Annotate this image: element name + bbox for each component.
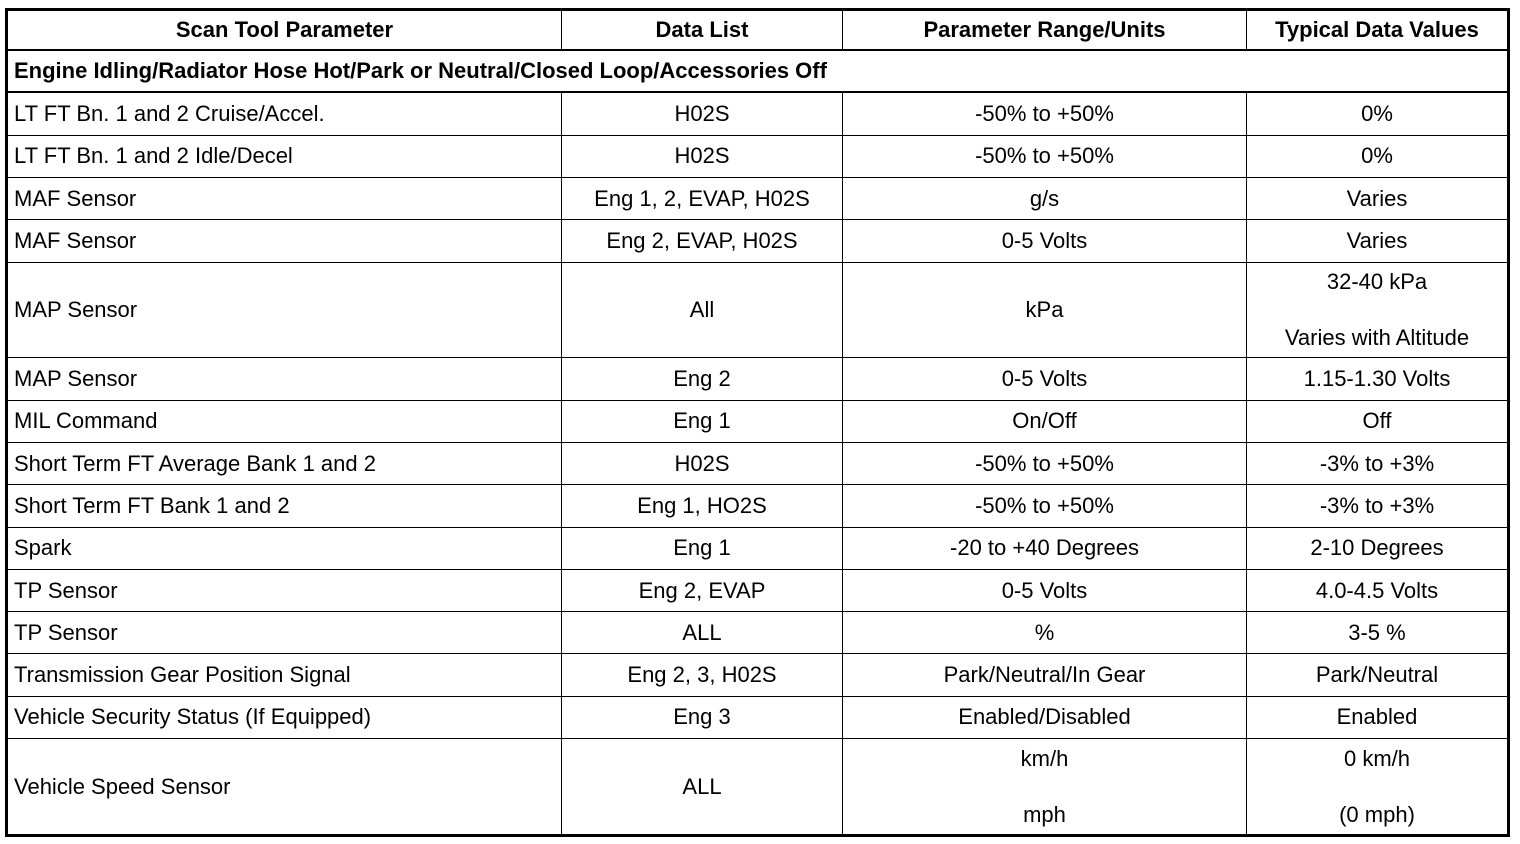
data-list-cell: Eng 1 — [562, 527, 843, 569]
typical-value-cell — [1247, 220, 1509, 262]
typical-value-cell-line: Enabled — [1336, 704, 1418, 730]
range-units-cell-line: kPa — [1025, 296, 1064, 322]
header-typical-data-values: Typical Data Values — [1247, 10, 1509, 51]
data-list-cell: H02S — [562, 442, 843, 484]
typical-value-cell — [1247, 527, 1509, 569]
parameter-name-cell: MAP Sensor — [7, 358, 562, 400]
typical-value-cell-line: 4.0-4.5 Volts — [1315, 577, 1439, 603]
range-units-cell-line: Park/Neutral/In Gear — [943, 662, 1146, 688]
parameter-name-cell: Vehicle Security Status (If Equipped) — [7, 696, 562, 738]
typical-value-cell — [1247, 262, 1509, 358]
header-scan-tool-parameter: Scan Tool Parameter — [7, 10, 562, 51]
range-units-cell-line: Enabled/Disabled — [958, 704, 1131, 730]
table-row — [7, 527, 1509, 569]
section-title: Engine Idling/Radiator Hose Hot/Park or Neutral/Closed Loop/Accessories Off — [7, 50, 1509, 92]
parameter-name-cell: Transmission Gear Position Signal — [7, 654, 562, 696]
table-row — [7, 612, 1509, 654]
scan-tool-data-table — [5, 8, 1510, 837]
table-row — [7, 442, 1509, 484]
data-list-cell: Eng 2, EVAP, H02S — [562, 220, 843, 262]
typical-value-cell-line: 1.15-1.30 Volts — [1303, 365, 1451, 391]
range-units-cell — [843, 177, 1247, 219]
range-units-cell — [843, 92, 1247, 135]
header-data-list: Data List — [562, 10, 843, 51]
parameter-name-cell: Vehicle Speed Sensor — [7, 739, 562, 836]
typical-value-cell-line: 3-5 % — [1348, 619, 1406, 645]
range-units-cell — [843, 400, 1247, 442]
range-units-cell-line: -50% to +50% — [975, 492, 1114, 518]
table-row — [7, 92, 1509, 135]
typical-value-cell-line: 2-10 Degrees — [1310, 535, 1444, 561]
table-row — [7, 358, 1509, 400]
data-list-cell: ALL — [562, 612, 843, 654]
typical-value-cell-line: -3% to +3% — [1319, 492, 1435, 518]
range-units-cell-line: -50% to +50% — [975, 143, 1114, 169]
range-units-cell-line: On/Off — [1012, 408, 1077, 434]
typical-value-cell — [1247, 569, 1509, 611]
typical-value-cell — [1247, 739, 1509, 836]
range-units-cell — [843, 442, 1247, 484]
parameter-name-cell: TP Sensor — [7, 569, 562, 611]
data-list-cell: Eng 2, 3, H02S — [562, 654, 843, 696]
data-list-cell: Eng 3 — [562, 696, 843, 738]
data-list-cell: All — [562, 262, 843, 358]
parameter-name-cell: LT FT Bn. 1 and 2 Cruise/Accel. — [7, 92, 562, 135]
typical-value-cell — [1247, 135, 1509, 177]
data-list-cell: Eng 2, EVAP — [562, 569, 843, 611]
range-units-cell-line: -50% to +50% — [975, 450, 1114, 476]
typical-value-cell-line: Varies with Altitude — [1284, 324, 1470, 350]
parameter-name-cell: Short Term FT Bank 1 and 2 — [7, 485, 562, 527]
data-list-cell: H02S — [562, 135, 843, 177]
typical-value-cell-line: (0 mph) — [1339, 801, 1415, 827]
typical-value-cell — [1247, 177, 1509, 219]
range-units-cell-line: % — [1034, 619, 1055, 645]
table-row — [7, 739, 1509, 836]
range-units-cell-line: km/h — [1020, 745, 1069, 771]
range-units-cell — [843, 135, 1247, 177]
table-row — [7, 135, 1509, 177]
range-units-cell-line: 0-5 Volts — [1001, 365, 1088, 391]
data-list-cell: Eng 2 — [562, 358, 843, 400]
parameter-name-cell: MAP Sensor — [7, 262, 562, 358]
typical-value-cell-line: 0% — [1361, 143, 1393, 169]
data-list-cell: Eng 1, 2, EVAP, H02S — [562, 177, 843, 219]
parameter-name-cell: Spark — [7, 527, 562, 569]
parameter-name-cell: MIL Command — [7, 400, 562, 442]
typical-value-cell — [1247, 654, 1509, 696]
table-row — [7, 262, 1509, 358]
parameter-name-cell: MAF Sensor — [7, 220, 562, 262]
range-units-cell-line: -50% to +50% — [975, 100, 1114, 126]
typical-value-cell-line: 0 km/h — [1343, 745, 1411, 771]
range-units-cell — [843, 739, 1247, 836]
parameter-name-cell: Short Term FT Average Bank 1 and 2 — [7, 442, 562, 484]
typical-value-cell-line: -3% to +3% — [1319, 450, 1435, 476]
table-row — [7, 569, 1509, 611]
typical-value-cell-line: Off — [1362, 408, 1392, 434]
typical-value-cell — [1247, 442, 1509, 484]
range-units-cell — [843, 485, 1247, 527]
table-row — [7, 696, 1509, 738]
range-units-cell — [843, 612, 1247, 654]
typical-value-cell-line: Park/Neutral — [1315, 662, 1439, 688]
range-units-cell-line: -20 to +40 Degrees — [950, 535, 1139, 561]
parameter-name-cell: TP Sensor — [7, 612, 562, 654]
table-header-row — [7, 10, 1509, 51]
typical-value-cell-line: Varies — [1346, 227, 1408, 253]
data-list-cell: ALL — [562, 739, 843, 836]
table-row — [7, 177, 1509, 219]
parameter-name-cell: LT FT Bn. 1 and 2 Idle/Decel — [7, 135, 562, 177]
data-list-cell: Eng 1, HO2S — [562, 485, 843, 527]
range-units-cell-line: 0-5 Volts — [1001, 577, 1088, 603]
table-row — [7, 485, 1509, 527]
range-units-cell — [843, 262, 1247, 358]
typical-value-cell — [1247, 92, 1509, 135]
typical-value-cell — [1247, 400, 1509, 442]
table-row — [7, 654, 1509, 696]
typical-value-cell-line: 32-40 kPa — [1326, 268, 1428, 294]
typical-value-cell — [1247, 485, 1509, 527]
section-row — [7, 50, 1509, 92]
typical-value-cell-line: 0% — [1361, 100, 1393, 126]
typical-value-cell — [1247, 358, 1509, 400]
typical-value-cell-line: Varies — [1346, 185, 1408, 211]
range-units-cell-line: mph — [1023, 801, 1066, 827]
data-list-cell: H02S — [562, 92, 843, 135]
parameter-name-cell: MAF Sensor — [7, 177, 562, 219]
typical-value-cell — [1247, 696, 1509, 738]
header-parameter-range-units: Parameter Range/Units — [843, 10, 1247, 51]
range-units-cell — [843, 569, 1247, 611]
range-units-cell — [843, 220, 1247, 262]
range-units-cell-line: 0-5 Volts — [1001, 227, 1088, 253]
table-row — [7, 400, 1509, 442]
range-units-cell — [843, 654, 1247, 696]
typical-value-cell — [1247, 612, 1509, 654]
range-units-cell — [843, 358, 1247, 400]
range-units-cell — [843, 527, 1247, 569]
data-list-cell: Eng 1 — [562, 400, 843, 442]
range-units-cell — [843, 696, 1247, 738]
range-units-cell-line: g/s — [1029, 185, 1060, 211]
table-row — [7, 220, 1509, 262]
